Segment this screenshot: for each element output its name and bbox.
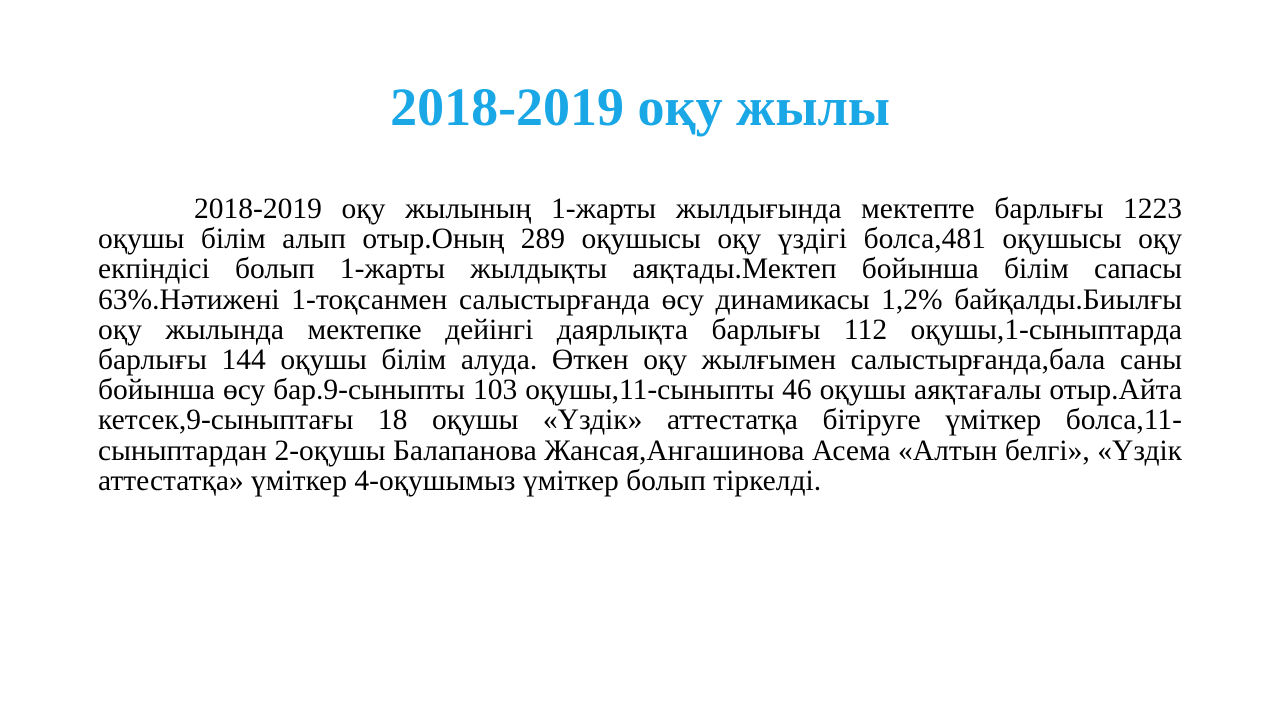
slide-title: 2018-2019 оқу жылы [390, 77, 890, 137]
slide-body-text: 2018-2019 оқу жылының 1-жарты жылдығында мектепте барлығы 1223 оқушы білім алып отыр.Оның 289 оқушысы оқу үздігі болса,481 оқушысы оқу екпіндісі болып 1-жарты жылдықты аяқтады.Мектеп бойынша білім сапасы 63%.Нәтижені 1-тоқсанмен салыстырғанда өсу динамикасы 1,2% байқалды.Биылғы оқу жылында мектепке дейінгі даярлықта барлығы 112 оқушы,1-сыныптарда барлығы 144 оқушы білім алуда. Өткен оқу жылғымен салыстырғанда,бала саны бойынша өсу бар.9-сыныпты 103 оқушы,11-сыныпты 46 оқушы аяқтағалы отыр.Айта кетсек,9-сыныптағы 18 оқушы «Үздік» аттестатқа бітіруге үміткер болса,11-сыныптардан 2-оқушы Балапанова Жансая,Ангашинова Асема «Алтын белгі», «Үздік аттестатқа» үміткер 4-оқушымыз үміткер болып тіркелді. [98, 193, 1182, 497]
